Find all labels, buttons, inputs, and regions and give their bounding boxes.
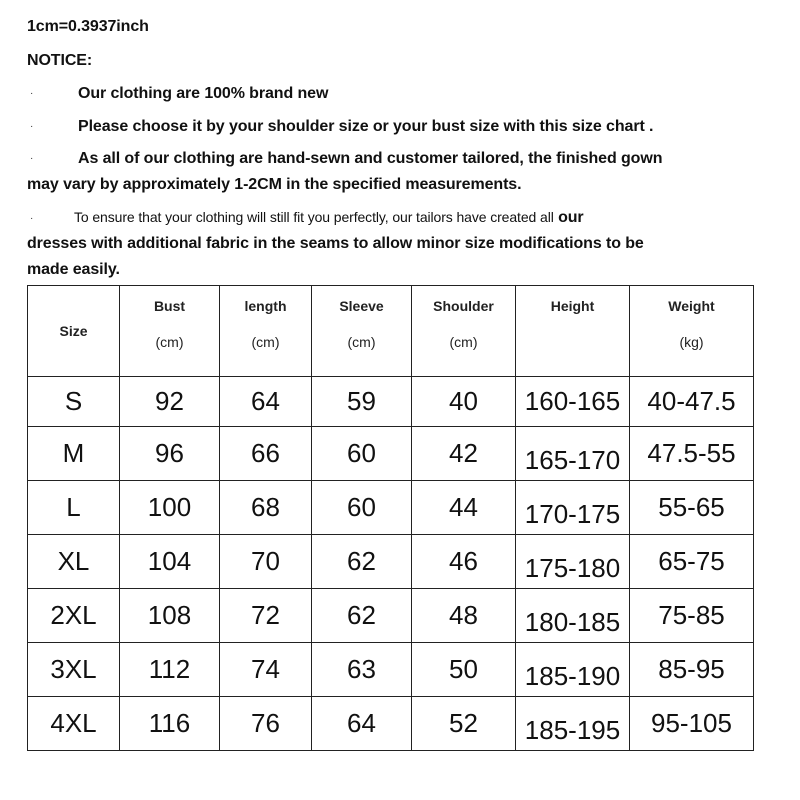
notice-item-fit-line2: dresses with additional fabric in the seams to allow minor size modifications to be (27, 235, 644, 252)
notice-item-fit-line1 (74, 209, 584, 227)
cell-bust: 116 (120, 697, 220, 751)
cell-weight: 47.5-55 (630, 427, 754, 481)
cell-shoulder: 40 (412, 377, 516, 427)
cell-weight: 75-85 (630, 589, 754, 643)
table-row (28, 697, 754, 751)
cell-sleeve: 60 (312, 481, 412, 535)
cell-shoulder: 46 (412, 535, 516, 589)
table-row (28, 377, 754, 427)
cell-height: 165-170 (516, 427, 630, 481)
cell-weight: 65-75 (630, 535, 754, 589)
cell-sleeve: 63 (312, 643, 412, 697)
bullet: · (30, 153, 34, 164)
notice-fit-text: To ensure that your clothing will still fit you perfectly, our tailors have created all (74, 209, 554, 225)
cell-length: 72 (220, 589, 312, 643)
bullet: · (30, 88, 34, 99)
cell-shoulder: 52 (412, 697, 516, 751)
cell-bust: 104 (120, 535, 220, 589)
cell-height: 185-190 (516, 643, 630, 697)
cell-sleeve: 59 (312, 377, 412, 427)
cell-sleeve: 62 (312, 589, 412, 643)
notice-item-choose-size: Please choose it by your shoulder size or your bust size with this size chart . (78, 118, 654, 135)
table-header-row (28, 286, 754, 377)
notice-title: NOTICE: (27, 52, 93, 69)
header-weight: Weight (kg) (630, 286, 754, 377)
cell-weight: 95-105 (630, 697, 754, 751)
cell-shoulder: 50 (412, 643, 516, 697)
cell-weight: 40-47.5 (630, 377, 754, 427)
bullet: · (30, 213, 34, 224)
cell-weight: 55-65 (630, 481, 754, 535)
cell-length: 64 (220, 377, 312, 427)
cell-bust: 108 (120, 589, 220, 643)
cell-height: 180-185 (516, 589, 630, 643)
bullet: · (30, 121, 34, 132)
cell-size: 2XL (28, 589, 120, 643)
cell-bust: 96 (120, 427, 220, 481)
cell-size: S (28, 377, 120, 427)
cell-bust: 100 (120, 481, 220, 535)
notice-item-handsewn-line1: As all of our clothing are hand-sewn and customer tailored, the finished gown (78, 150, 663, 167)
table-row (28, 535, 754, 589)
cell-shoulder: 44 (412, 481, 516, 535)
cell-size: 4XL (28, 697, 120, 751)
header-shoulder: Shoulder (cm) (412, 286, 516, 377)
notice-item-new: Our clothing are 100% brand new (78, 85, 329, 102)
notice-fit-our: our (558, 209, 584, 226)
cell-sleeve: 64 (312, 697, 412, 751)
cell-size: 3XL (28, 643, 120, 697)
cell-weight: 85-95 (630, 643, 754, 697)
cell-height: 185-195 (516, 697, 630, 751)
table-body (28, 377, 754, 751)
notice-item-handsewn-line2: may vary by approximately 1-2CM in the specified measurements. (27, 176, 522, 193)
header-sleeve: Sleeve (cm) (312, 286, 412, 377)
cell-size: M (28, 427, 120, 481)
cell-height: 170-175 (516, 481, 630, 535)
cell-size: XL (28, 535, 120, 589)
cell-length: 66 (220, 427, 312, 481)
cell-size: L (28, 481, 120, 535)
conversion-note: 1cm=0.3937inch (27, 18, 149, 35)
header-bust: Bust (cm) (120, 286, 220, 377)
cell-bust: 92 (120, 377, 220, 427)
cell-height: 160-165 (516, 377, 630, 427)
notice-item-fit-line3: made easily. (27, 261, 120, 278)
size-chart-table (27, 285, 754, 751)
cell-shoulder: 48 (412, 589, 516, 643)
table-row (28, 427, 754, 481)
cell-length: 68 (220, 481, 312, 535)
cell-bust: 112 (120, 643, 220, 697)
cell-length: 70 (220, 535, 312, 589)
cell-length: 74 (220, 643, 312, 697)
header-height: Height (516, 286, 630, 377)
header-size: Size (28, 286, 120, 377)
cell-length: 76 (220, 697, 312, 751)
table-row (28, 481, 754, 535)
cell-height: 175-180 (516, 535, 630, 589)
table-row (28, 643, 754, 697)
table-row (28, 589, 754, 643)
header-length: length (cm) (220, 286, 312, 377)
cell-sleeve: 60 (312, 427, 412, 481)
cell-sleeve: 62 (312, 535, 412, 589)
cell-shoulder: 42 (412, 427, 516, 481)
